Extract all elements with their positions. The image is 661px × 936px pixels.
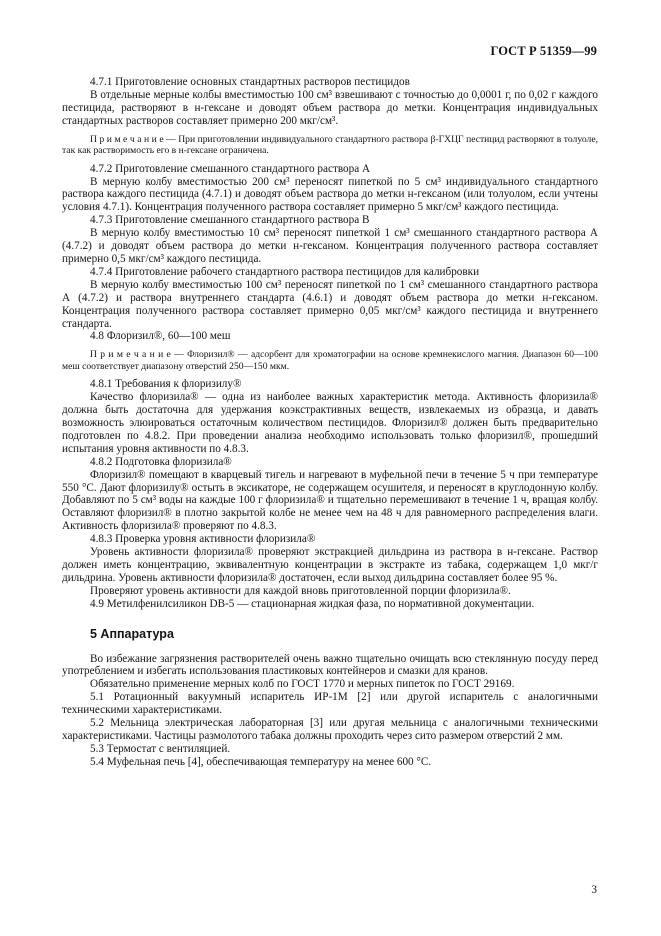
paragraph: В мерную колбу вместимостью 200 см³ переносят пипеткой по 5 см³ индивидуального стандартного раствора каждого пестицида (4.7.1) и доводят объем раствора до метки н-гексаном (или толуолом, если учтены условия 4.7.1). Концентрация полученного раствора составляет примерно 5 мкг/см³ каждого пестицида.: [62, 175, 598, 214]
subsection-heading: 4.8.2 Подготовка флоризила®: [90, 455, 232, 468]
section-title: 5 Аппаратура: [90, 626, 174, 641]
paragraph: 4.9 Метилфенилсиликон DB-5 — стационарная жидкая фаза, по нормативной документации.: [90, 597, 535, 610]
subsection-heading: 4.8.3 Проверка уровня активности флоризила®: [90, 533, 316, 546]
document-header: ГОСТ Р 51359—99: [490, 44, 597, 58]
paragraph: Обязательно применение мерных колб по ГОСТ 1770 и мерных пипеток по ГОСТ 29169.: [90, 678, 515, 691]
paragraph: 5.2 Мельница электрическая лабораторная [3] или другая мельница с аналогичными техническими характеристиками. Частицы размолотого табака должны проходить через сито размером отверстий 2 мм.: [62, 717, 598, 742]
paragraph: В отдельные мерные колбы вместимостью 100 см³ взвешивают с точностью до 0,0001 г, по 0,02 г каждого пестицида, растворяют в н-гексане и доводят объем раствора до метки. Концентрация индивидуальных стандартных растворов составляет примерно 200 мкг/см³.: [62, 88, 598, 127]
note: П р и м е ч а н и е — При приготовлении индивидуального стандартного раствора β-ГХЦГ пестицид растворяют в толуоле, так как растворимость его в н-гексане ограничена.: [62, 133, 598, 157]
document-body: [62, 76, 598, 769]
subsection-heading: 4.7.1 Приготовление основных стандартных растворов пестицидов: [90, 76, 410, 88]
paragraph: Проверяют уровень активности для каждой вновь приготовленной порции флоризила®.: [90, 584, 511, 597]
paragraph: Флоризил® помещают в кварцевый тигель и нагревают в муфельной печи в течение 5 ч при температуре 550 °С. Дают флоризилу® остыть в эксикаторе, не содержащем осушителя, и переносят в круглодонную колбу. Добавляют по 5 см³ воды на каждые 100 г флоризила® и тщательно перемешивают в течение 1 ч, вращая колбу. Оставляют флоризил® в плотно закрытой колбе не менее чем на 48 ч для равномерного распределения влаги. Активность флоризила® проверяют по 4.8.3.: [62, 468, 598, 533]
paragraph: В мерную колбу вместимостью 100 см³ переносят пипеткой по 1 см³ смешанного стандартного раствора А (4.7.2) и раствора внутреннего стандарта (4.6.1) и доводят объем раствора до метки н-гексаном. Концентрация полученного раствора составляет примерно 0,05 мкг/см³ каждого пестицида и внутреннего стандарта.: [62, 278, 598, 330]
subsection-heading: 4.8.1 Требования к флоризилу®: [90, 378, 242, 391]
page-number: 3: [591, 884, 597, 896]
subsection-heading: 4.7.3 Приготовление смешанного стандартного раствора В: [90, 214, 370, 227]
paragraph: В мерную колбу вместимостью 10 см³ переносят пипеткой 1 см³ смешанного стандартного раствора А (4.7.2) и доводят объем раствора до метки н-гексаном. Концентрация полученного раствора составляет примерно 0,5 мкг/см³ каждого пестицида.: [62, 227, 598, 265]
subsection-heading: 4.8 Флоризил®, 60—100 меш: [90, 330, 231, 343]
note: П р и м е ч а н и е — Флоризил® — адсорбент для хроматографии на основе кремнекислого магния. Диапазон 60—100 меш соответствует диапазону отверстий 250—150 мкм.: [62, 349, 598, 372]
subsection-heading: 4.7.2 Приготовление смешанного стандартного раствора А: [90, 162, 371, 175]
paragraph: 5.3 Термостат с вентиляцией.: [90, 742, 231, 755]
paragraph: Уровень активности флоризила® проверяют экстракцией дильдрина из раствора в н-гексане. Раствор должен иметь концентрацию, эквивалентную концентрации в экстракте из табака, содержащем 1,0 мкг/г дильдрина. Уровень активности флоризила® достаточен, если выход дильдрина составляет более 95 %.: [62, 546, 598, 584]
subsection-heading: 4.7.4 Приготовление рабочего стандартного раствора пестицидов для калибровки: [90, 265, 480, 278]
paragraph: Во избежание загрязнения растворителей очень важно тщательно очищать всю стеклянную посуду перед употреблением и избегать использования пластиковых контейнеров и смазки для кранов.: [62, 652, 598, 678]
paragraph: 5.1 Ротационный вакуумный испаритель ИР-1М [2] или другой испаритель с аналогичными техническими характеристиками.: [62, 691, 598, 717]
paragraph: 5.4 Муфельная печь [4], обеспечивающая температуру на менее 600 °С.: [90, 755, 432, 768]
paragraph: Качество флоризила® — одна из наиболее важных характеристик метода. Активность флоризила® должна быть достаточна для удержания коэкстрактивных веществ, извлекаемых из образца, и давать возможность элюироваться остаточным количеством пестицидов. Флоризил® должен быть предварительно подготовлен по 4.8.2. При проведении анализа необходимо использовать только флоризил®, прошедший испытания уровня активности по 4.8.3.: [62, 391, 598, 455]
